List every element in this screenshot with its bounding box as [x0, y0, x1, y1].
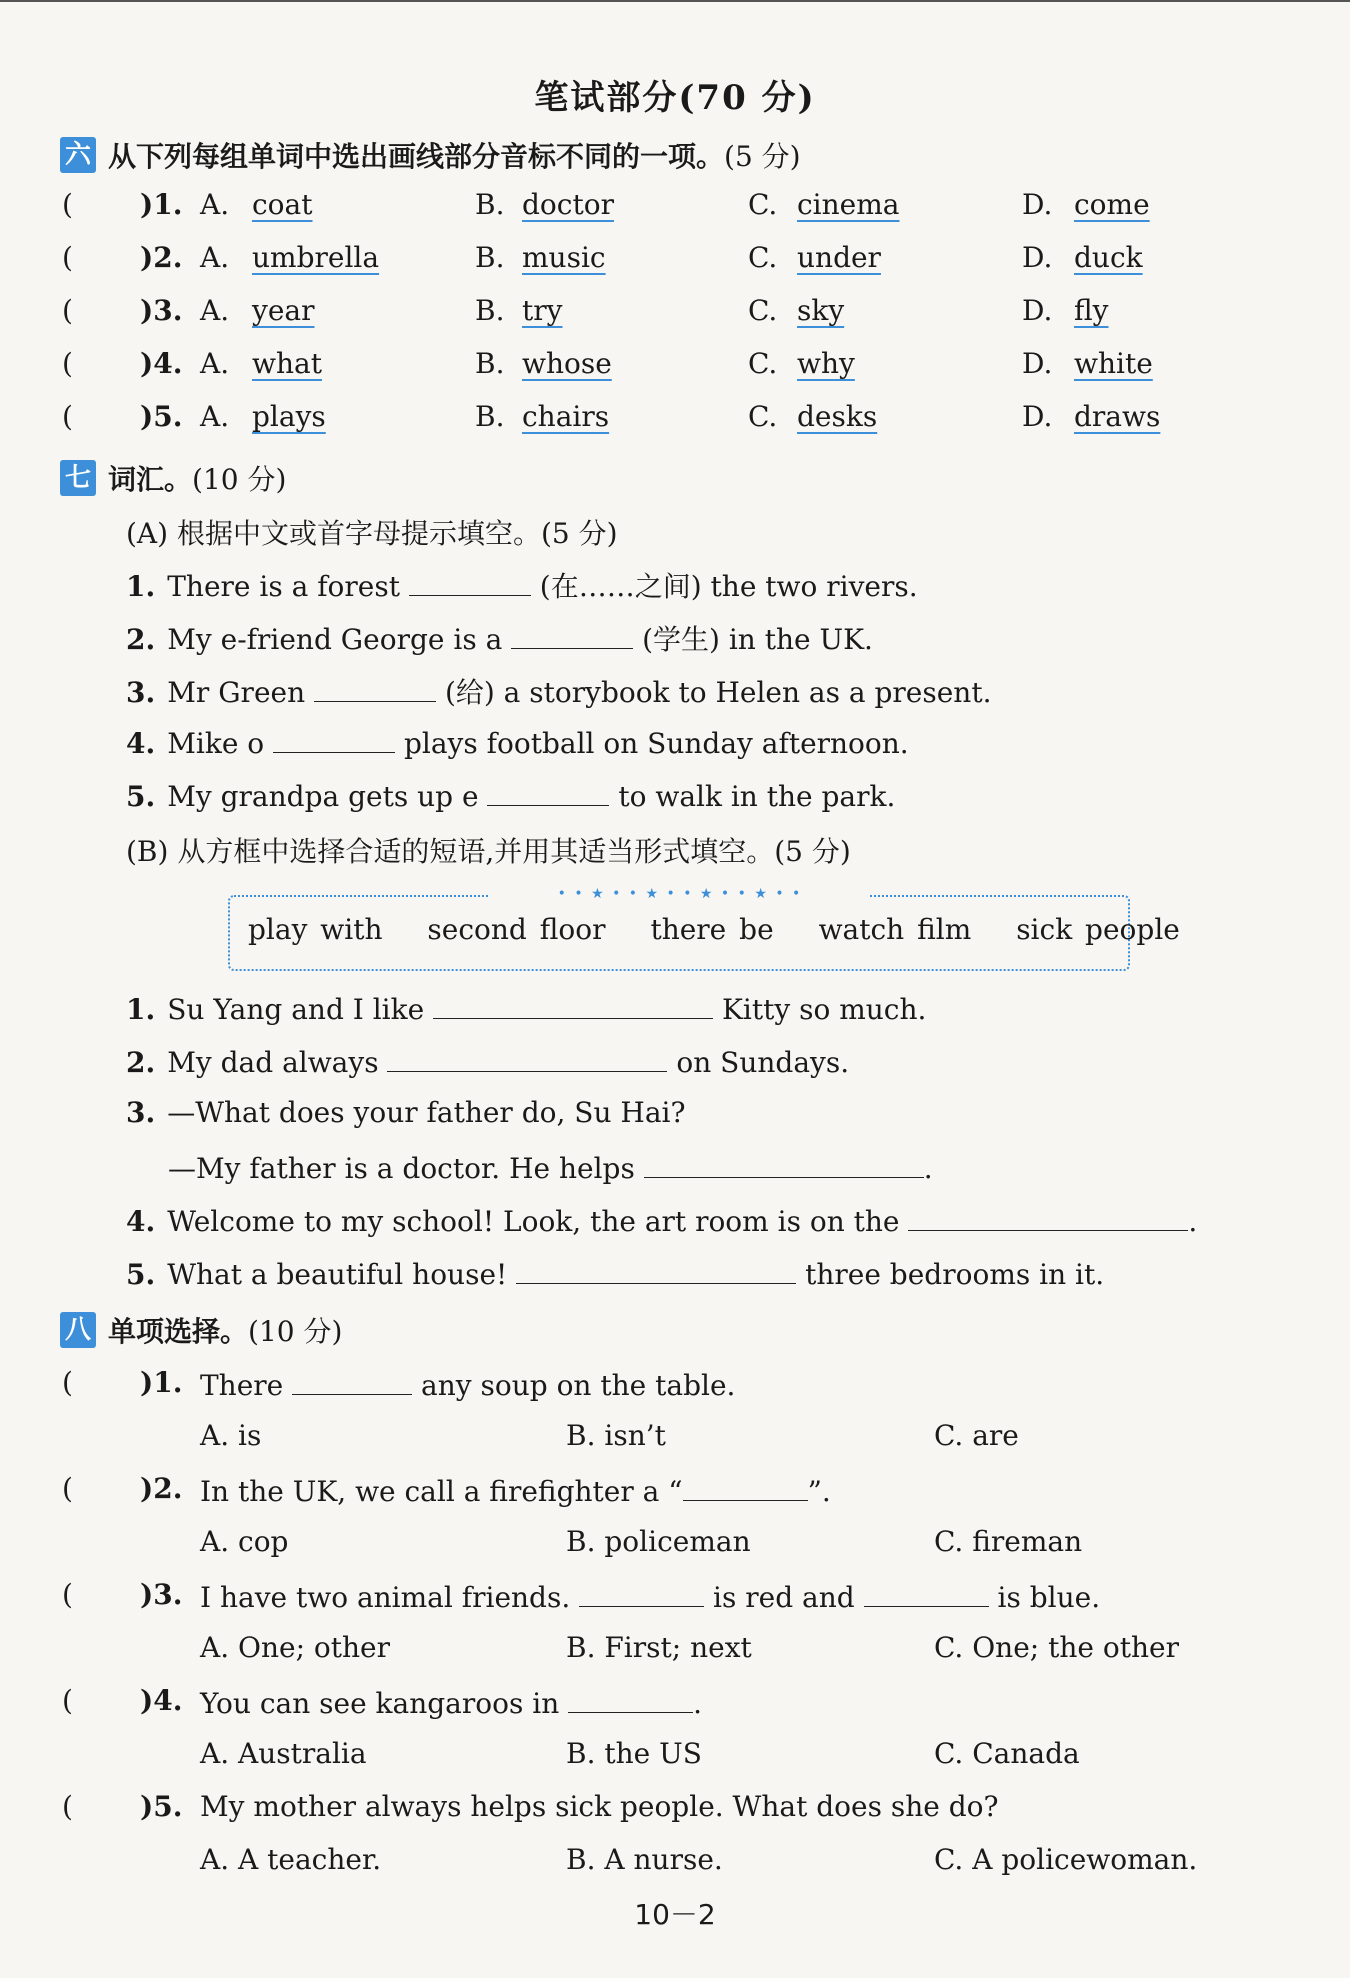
answer-blank[interactable]: [292, 1366, 412, 1395]
question-row: [126, 1255, 1104, 1291]
question-number: )5.: [140, 400, 183, 433]
question-row: [126, 618, 873, 658]
question-text: is blue.: [997, 1581, 1101, 1614]
option-letter: B.: [475, 241, 505, 274]
question-row: [0, 241, 1350, 281]
option-letter: A.: [200, 241, 230, 274]
question-number: )4.: [140, 347, 183, 380]
section-8-heading: [60, 1310, 342, 1350]
question-row: [126, 1202, 1197, 1238]
option-b[interactable]: B. policeman: [566, 1525, 751, 1558]
question-text: (给) a storybook to Helen as a present.: [444, 676, 992, 709]
question-number: )3.: [140, 294, 183, 327]
question-stem: [200, 1578, 1100, 1614]
option-word[interactable]: what: [252, 347, 322, 380]
answer-blank[interactable]: [579, 1578, 704, 1607]
answer-paren[interactable]: (: [62, 188, 73, 221]
question-text: Mike o: [167, 727, 265, 760]
question-text: three bedrooms in it.: [805, 1258, 1105, 1291]
question-row: [0, 294, 1350, 334]
question-text: There: [200, 1369, 284, 1402]
option-word[interactable]: plays: [252, 400, 326, 433]
question-stem: [200, 1790, 999, 1823]
question-number: 5.: [126, 1258, 156, 1291]
option-word[interactable]: why: [797, 347, 855, 380]
option-c[interactable]: C. Canada: [934, 1737, 1080, 1770]
option-word[interactable]: year: [252, 294, 315, 327]
answer-blank[interactable]: [273, 724, 395, 753]
answer-blank[interactable]: [864, 1578, 989, 1607]
question-number: 2.: [126, 623, 156, 656]
question-row: [0, 188, 1350, 228]
answer-blank[interactable]: [433, 990, 713, 1019]
option-a[interactable]: A. cop: [200, 1525, 289, 1558]
option-letter: D.: [1022, 241, 1053, 274]
question-text: .: [923, 1152, 933, 1185]
answer-blank[interactable]: [387, 1043, 667, 1072]
subsection-a-instruction: (A) 根据中文或首字母提示填空。(5 分): [126, 517, 618, 550]
option-letter: A.: [200, 294, 230, 327]
question-row: [126, 565, 918, 605]
question-number: 1.: [126, 570, 156, 603]
answer-blank[interactable]: [516, 1255, 796, 1284]
option-word[interactable]: doctor: [522, 188, 614, 221]
question-text: My mother always helps sick people. What does she do?: [200, 1790, 999, 1823]
question-text: You can see kangaroos in: [200, 1687, 560, 1720]
question-text: My e-friend George is a: [167, 623, 503, 656]
answer-blank[interactable]: [511, 620, 633, 649]
answer-paren[interactable]: (: [62, 400, 73, 433]
question-number: 3.: [126, 1096, 156, 1129]
option-letter: A.: [200, 400, 230, 433]
option-letter: A.: [200, 188, 230, 221]
option-letter: D.: [1022, 400, 1053, 433]
question-text: to walk in the park.: [618, 780, 896, 813]
section-instruction: 从下列每组单词中选出画线部分音标不同的一项。: [108, 140, 725, 173]
option-letter: C.: [748, 241, 778, 274]
question-text: Welcome to my school! Look, the art room is on the: [167, 1205, 900, 1238]
answer-blank[interactable]: [409, 567, 531, 596]
option-letter: C.: [748, 188, 778, 221]
question-row: [0, 347, 1350, 387]
section-instruction: 单项选择。: [108, 1315, 249, 1348]
options-row: [0, 1419, 1350, 1459]
question-text: ”.: [807, 1475, 831, 1508]
option-letter: B.: [475, 400, 505, 433]
option-letter: B.: [475, 347, 505, 380]
question-text: —My father is a doctor. He helps: [168, 1152, 635, 1185]
answer-paren[interactable]: (: [62, 1366, 73, 1399]
option-word[interactable]: whose: [522, 347, 612, 380]
option-c[interactable]: C. A policewoman.: [934, 1843, 1198, 1876]
option-word[interactable]: under: [797, 241, 881, 274]
question-text: Mr Green: [167, 676, 306, 709]
option-letter: B.: [475, 188, 505, 221]
question-row: [168, 1149, 933, 1185]
answer-paren[interactable]: (: [62, 1472, 73, 1505]
question-row: [0, 1366, 1350, 1406]
option-letter: D.: [1022, 294, 1053, 327]
question-text: —What does your father do, Su Hai?: [167, 1096, 686, 1129]
option-b[interactable]: B. isn’t: [566, 1419, 666, 1452]
section-score: (5 分): [724, 140, 801, 173]
answer-blank[interactable]: [487, 777, 609, 806]
options-row: [0, 1631, 1350, 1671]
question-row: [126, 1043, 849, 1079]
phrase-item: watch film: [818, 913, 972, 946]
question-number: 1.: [126, 993, 156, 1026]
question-number: )5.: [140, 1790, 183, 1823]
subsection-b-instruction: (B) 从方框中选择合适的短语,并用其适当形式填空。(5 分): [126, 835, 851, 868]
question-text: There is a forest: [167, 570, 400, 603]
option-letter: C.: [748, 347, 778, 380]
question-text: My grandpa gets up e: [167, 780, 479, 813]
option-word[interactable]: come: [1074, 188, 1150, 221]
option-b[interactable]: B. A nurse.: [566, 1843, 723, 1876]
option-c[interactable]: C. fireman: [934, 1525, 1083, 1558]
question-number: )4.: [140, 1684, 183, 1717]
question-text: on Sundays.: [676, 1046, 850, 1079]
question-row: [126, 990, 926, 1026]
option-a[interactable]: A. is: [200, 1419, 262, 1452]
question-number: 5.: [126, 780, 156, 813]
question-number: )3.: [140, 1578, 183, 1611]
answer-blank[interactable]: [908, 1202, 1188, 1231]
question-text: In the UK, we call a firefighter a “: [200, 1475, 683, 1508]
question-stem: [200, 1472, 831, 1508]
question-text: (学生) in the UK.: [642, 623, 873, 656]
option-b[interactable]: B. the US: [566, 1737, 702, 1770]
question-stem: [200, 1366, 735, 1402]
question-number: )1.: [140, 1366, 183, 1399]
question-text: .: [1188, 1205, 1198, 1238]
option-word[interactable]: chairs: [522, 400, 610, 433]
answer-paren[interactable]: (: [62, 1684, 73, 1717]
option-word[interactable]: umbrella: [252, 241, 380, 274]
option-word[interactable]: music: [522, 241, 606, 274]
option-letter: A.: [200, 347, 230, 380]
option-a[interactable]: A. A teacher.: [200, 1843, 382, 1876]
option-a[interactable]: A. One; other: [200, 1631, 391, 1664]
question-text: plays football on Sunday afternoon.: [403, 727, 909, 760]
question-text: any soup on the table.: [421, 1369, 736, 1402]
answer-blank[interactable]: [683, 1472, 808, 1501]
question-row: [126, 1096, 685, 1129]
answer-paren[interactable]: (: [62, 241, 73, 274]
option-word[interactable]: duck: [1074, 241, 1143, 274]
answer-paren[interactable]: (: [62, 1790, 73, 1823]
phrase-item: play with: [248, 913, 383, 946]
question-number: )1.: [140, 188, 183, 221]
option-a[interactable]: A. Australia: [200, 1737, 367, 1770]
question-text: Su Yang and I like: [167, 993, 425, 1026]
question-text: is red and: [713, 1581, 855, 1614]
phrase-box-decoration: • • ★ • • ★ • • ★ • • ★ • •: [490, 887, 870, 901]
option-b[interactable]: B. First; next: [566, 1631, 752, 1664]
page-title: 笔试部分(70 分): [534, 78, 816, 118]
option-letter: B.: [475, 294, 505, 327]
answer-blank[interactable]: [644, 1149, 924, 1178]
option-word[interactable]: coat: [252, 188, 313, 221]
question-text: I have two animal friends.: [200, 1581, 571, 1614]
question-text: .: [693, 1687, 703, 1720]
question-row: [0, 1472, 1350, 1512]
question-row: [126, 777, 895, 813]
top-border: [0, 0, 1350, 2]
option-letter: C.: [748, 294, 778, 327]
option-word[interactable]: sky: [797, 294, 845, 327]
question-number: 2.: [126, 1046, 156, 1079]
phrase-list: [248, 913, 1212, 946]
question-number: )2.: [140, 241, 183, 274]
section-score: (10 分): [192, 463, 287, 496]
option-c[interactable]: C. One; the other: [934, 1631, 1179, 1664]
answer-blank[interactable]: [568, 1684, 693, 1713]
option-c[interactable]: C. are: [934, 1419, 1019, 1452]
options-row: [0, 1525, 1350, 1565]
question-text: (在……之间) the two rivers.: [539, 570, 918, 603]
section-score: (10 分): [248, 1315, 343, 1348]
section-6-heading: [60, 135, 801, 175]
question-text: What a beautiful house!: [167, 1258, 508, 1291]
question-number: )2.: [140, 1472, 183, 1505]
question-row: [0, 1790, 1350, 1830]
question-row: [0, 400, 1350, 440]
section-number-badge: 七: [60, 460, 96, 496]
phrase-item: there be: [650, 913, 774, 946]
option-word[interactable]: fly: [1074, 294, 1109, 327]
phrase-item: second floor: [427, 913, 606, 946]
answer-paren[interactable]: (: [62, 1578, 73, 1611]
option-word[interactable]: white: [1074, 347, 1153, 380]
option-letter: D.: [1022, 188, 1053, 221]
question-row: [126, 671, 992, 711]
phrase-item: sick people: [1016, 913, 1180, 946]
option-letter: D.: [1022, 347, 1053, 380]
question-text: Kitty so much.: [721, 993, 927, 1026]
option-word[interactable]: desks: [797, 400, 878, 433]
question-number: 3.: [126, 676, 156, 709]
option-word[interactable]: draws: [1074, 400, 1161, 433]
options-row: [0, 1737, 1350, 1777]
option-letter: C.: [748, 400, 778, 433]
page-number: 10－2: [634, 1898, 716, 1931]
answer-blank[interactable]: [314, 673, 436, 702]
answer-paren[interactable]: (: [62, 347, 73, 380]
question-number: 4.: [126, 727, 156, 760]
section-instruction: 词汇。: [108, 463, 193, 496]
question-row: [0, 1578, 1350, 1618]
question-row: [0, 1684, 1350, 1724]
option-word[interactable]: try: [522, 294, 563, 327]
section-7-heading: [60, 458, 286, 498]
answer-paren[interactable]: (: [62, 294, 73, 327]
question-number: 4.: [126, 1205, 156, 1238]
section-number-badge: 六: [60, 137, 96, 173]
question-text: My dad always: [167, 1046, 379, 1079]
options-row: [0, 1843, 1350, 1883]
question-stem: [200, 1684, 702, 1720]
section-number-badge: 八: [60, 1312, 96, 1348]
question-row: [126, 724, 909, 760]
option-word[interactable]: cinema: [797, 188, 900, 221]
